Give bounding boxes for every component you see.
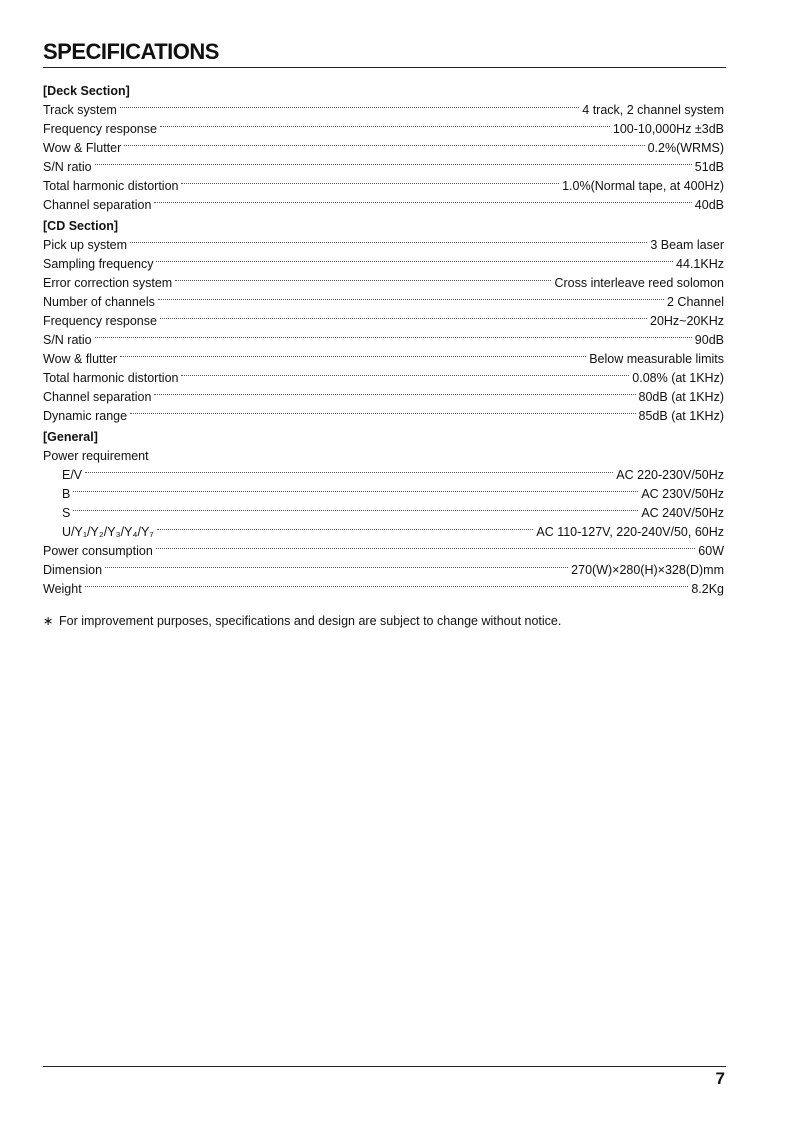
spec-label: Sampling frequency: [43, 257, 154, 271]
specifications-content: [43, 82, 724, 631]
spec-label: Weight: [43, 582, 82, 596]
spec-label: Track system: [43, 103, 117, 117]
title-rule: [43, 67, 726, 68]
spec-label: Dimension: [43, 563, 103, 577]
dot-leader: [160, 318, 647, 319]
spec-row: [43, 274, 724, 293]
deck-spec-list: [43, 101, 724, 215]
spec-row: [43, 331, 724, 350]
dot-leader: [130, 413, 635, 414]
dot-leader: [85, 472, 613, 473]
spec-value: AC 220-230V/50Hz: [616, 468, 724, 482]
dot-leader: [105, 567, 568, 568]
spec-value: 270(W)×280(H)×328(D)mm: [571, 563, 724, 577]
dot-leader: [124, 145, 644, 146]
dot-leader: [95, 164, 692, 165]
spec-row: [43, 542, 724, 561]
spec-label: Wow & flutter: [43, 352, 118, 366]
dot-leader: [160, 126, 610, 127]
spec-value: Cross interleave reed solomon: [554, 276, 724, 290]
spec-value: 51dB: [694, 160, 724, 174]
spec-row: [43, 236, 724, 255]
spec-value: AC 110-127V, 220-240V/50, 60Hz: [536, 525, 724, 539]
spec-value: 0.08% (at 1KHz): [632, 371, 724, 385]
spec-label: E/V: [62, 468, 83, 482]
spec-label: Number of channels: [43, 295, 155, 309]
spec-label: Dynamic range: [43, 409, 128, 423]
spec-row: [43, 158, 724, 177]
spec-label: U/Y₁/Y₂/Y₃/Y₄/Y₇: [62, 525, 154, 539]
spec-row-power-requirement: [43, 447, 724, 466]
spec-label: Power requirement: [43, 449, 149, 463]
dot-leader: [181, 375, 629, 376]
spec-row: [43, 255, 724, 274]
spec-row: [43, 407, 724, 426]
spec-label: Pick up system: [43, 238, 128, 252]
footer-rule: [43, 1066, 726, 1067]
spec-value: 20Hz~20KHz: [650, 314, 724, 328]
dot-leader: [85, 586, 689, 587]
asterisk-icon: ∗: [43, 614, 54, 628]
spec-label: Frequency response: [43, 314, 157, 328]
dot-leader: [156, 261, 673, 262]
dot-leader: [120, 356, 586, 357]
spec-value: 8.2Kg: [691, 582, 724, 596]
spec-row: [43, 139, 724, 158]
spec-value: AC 230V/50Hz: [641, 487, 724, 501]
spec-row: [43, 580, 724, 599]
dot-leader: [158, 299, 664, 300]
spec-value: 1.0%(Normal tape, at 400Hz): [562, 179, 724, 193]
deck-section-heading: [Deck Section]: [43, 84, 130, 98]
dot-leader: [175, 280, 551, 281]
spec-label: S/N ratio: [43, 333, 92, 347]
spec-value: 85dB (at 1KHz): [638, 409, 724, 423]
spec-value: 2 Channel: [667, 295, 724, 309]
cd-section-heading: [CD Section]: [43, 219, 118, 233]
spec-value: 100-10,000Hz ±3dB: [612, 122, 724, 136]
dot-leader: [130, 242, 647, 243]
spec-label: Power consumption: [43, 544, 153, 558]
spec-row: [43, 177, 724, 196]
dot-leader: [156, 548, 696, 549]
page-title: SPECIFICATIONS: [43, 39, 219, 64]
spec-value: 40dB: [694, 198, 724, 212]
dot-leader: [73, 510, 638, 511]
spec-row: [43, 388, 724, 407]
spec-label: Wow & Flutter: [43, 141, 122, 155]
spec-value: Below measurable limits: [589, 352, 724, 366]
general-spec-list: [43, 542, 724, 599]
dot-leader: [181, 183, 559, 184]
spec-value: 44.1KHz: [676, 257, 724, 271]
dot-leader: [120, 107, 579, 108]
page-number: 7: [715, 1069, 725, 1088]
spec-label: S: [62, 506, 71, 520]
cd-spec-list: [43, 236, 724, 426]
spec-value: 80dB (at 1KHz): [638, 390, 724, 404]
spec-row: [43, 504, 724, 523]
spec-row: [43, 101, 724, 120]
spec-label: Total harmonic distortion: [43, 179, 179, 193]
dot-leader: [154, 394, 635, 395]
dot-leader: [157, 529, 534, 530]
spec-row: [43, 485, 724, 504]
spec-row: [43, 196, 724, 215]
spec-row: [43, 369, 724, 388]
spec-value: AC 240V/50Hz: [641, 506, 724, 520]
spec-label: S/N ratio: [43, 160, 92, 174]
spec-value: 60W: [698, 544, 724, 558]
spec-value: 4 track, 2 channel system: [582, 103, 724, 117]
spec-row: [43, 293, 724, 312]
spec-value: 0.2%(WRMS): [647, 141, 724, 155]
spec-label: Total harmonic distortion: [43, 371, 179, 385]
spec-row: [43, 312, 724, 331]
spec-row: [43, 561, 724, 580]
spec-row: [43, 466, 724, 485]
spec-value: 90dB: [694, 333, 724, 347]
dot-leader: [154, 202, 691, 203]
change-notice-text: For improvement purposes, specifications and design are subject to change without notice.: [59, 614, 562, 628]
spec-row: [43, 120, 724, 139]
spec-label: Channel separation: [43, 198, 152, 212]
power-requirement-list: [43, 466, 724, 542]
dot-leader: [95, 337, 692, 338]
spec-label: Frequency response: [43, 122, 157, 136]
change-notice: [43, 612, 724, 631]
spec-label: Channel separation: [43, 390, 152, 404]
spec-label: Error correction system: [43, 276, 173, 290]
spec-label: B: [62, 487, 71, 501]
dot-leader: [73, 491, 638, 492]
spec-row: [43, 350, 724, 369]
spec-value: 3 Beam laser: [650, 238, 724, 252]
general-section-heading: [General]: [43, 430, 98, 444]
spec-row: [43, 523, 724, 542]
